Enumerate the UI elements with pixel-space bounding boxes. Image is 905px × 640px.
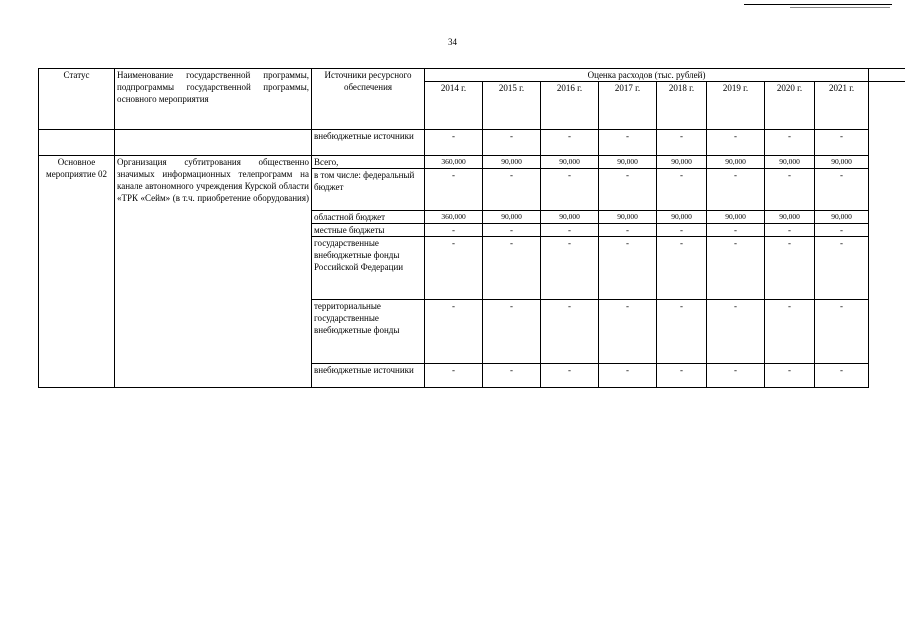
- value-cell: -: [425, 169, 483, 211]
- value-cell: -: [815, 300, 869, 364]
- blank-cell: [115, 130, 312, 156]
- value-cell: -: [765, 364, 815, 388]
- header-sources: Источники ресурсного обеспечения: [312, 69, 425, 130]
- source-cell: Всего,: [312, 156, 425, 169]
- value-cell: -: [599, 237, 657, 300]
- value-cell: -: [657, 364, 707, 388]
- value-cell: 90,000: [599, 156, 657, 169]
- value-cell: 360,000: [425, 156, 483, 169]
- value-cell: 90,000: [483, 211, 541, 224]
- value-cell: -: [541, 364, 599, 388]
- year-header: 2020 г.: [765, 82, 815, 130]
- value-cell: -: [765, 130, 815, 156]
- value-cell: -: [815, 237, 869, 300]
- value-cell: -: [425, 224, 483, 237]
- value-cell: -: [707, 300, 765, 364]
- value-cell: -: [815, 224, 869, 237]
- value-cell: -: [765, 300, 815, 364]
- item-name: Организация субтитрования общественно значимых информационных телепрограмм на канале автономного учреждения Курской области «ТРК «Сейм» (в т.ч. приобретение оборудования): [115, 156, 312, 388]
- value-cell: -: [815, 364, 869, 388]
- value-cell: -: [707, 224, 765, 237]
- value-cell: -: [765, 237, 815, 300]
- header-estimate: Оценка расходов (тыс. рублей): [425, 69, 869, 82]
- year-header: 2015 г.: [483, 82, 541, 130]
- value-cell: 90,000: [815, 156, 869, 169]
- value-cell: -: [483, 169, 541, 211]
- value-cell: 90,000: [765, 156, 815, 169]
- value-cell: 360,000: [425, 211, 483, 224]
- header-row-1: [39, 69, 905, 82]
- top-rule-secondary: [790, 7, 890, 8]
- value-cell: -: [541, 130, 599, 156]
- value-cell: 90,000: [657, 211, 707, 224]
- item-status: Основное мероприятие 02: [39, 156, 115, 388]
- expenses-table: [38, 68, 905, 388]
- value-cell: -: [815, 130, 869, 156]
- value-cell: 90,000: [483, 156, 541, 169]
- value-cell: -: [657, 300, 707, 364]
- value-cell: -: [657, 130, 707, 156]
- value-cell: -: [707, 364, 765, 388]
- value-cell: -: [483, 130, 541, 156]
- value-cell: 90,000: [815, 211, 869, 224]
- source-cell: внебюджетные источники: [312, 364, 425, 388]
- value-cell: -: [483, 237, 541, 300]
- value-cell: -: [425, 237, 483, 300]
- value-cell: 90,000: [541, 156, 599, 169]
- table-row: [39, 130, 905, 156]
- value-cell: -: [541, 300, 599, 364]
- value-cell: -: [483, 364, 541, 388]
- year-header: 2021 г.: [815, 82, 869, 130]
- source-cell: областной бюджет: [312, 211, 425, 224]
- year-header: 2014 г.: [425, 82, 483, 130]
- source-cell: местные бюджеты: [312, 224, 425, 237]
- source-cell: территориальные государственные внебюджетные фонды: [312, 300, 425, 364]
- value-cell: -: [599, 300, 657, 364]
- value-cell: 90,000: [765, 211, 815, 224]
- value-cell: -: [599, 364, 657, 388]
- top-rule: [744, 4, 892, 5]
- value-cell: -: [541, 169, 599, 211]
- value-cell: -: [541, 237, 599, 300]
- value-cell: -: [483, 224, 541, 237]
- year-header: 2019 г.: [707, 82, 765, 130]
- blank-cell: [39, 130, 115, 156]
- value-cell: -: [425, 364, 483, 388]
- value-cell: -: [599, 224, 657, 237]
- value-cell: 90,000: [541, 211, 599, 224]
- value-cell: -: [707, 169, 765, 211]
- table-row: [39, 156, 905, 169]
- value-cell: -: [599, 169, 657, 211]
- value-cell: -: [707, 237, 765, 300]
- source-cell: внебюджетные источники: [312, 130, 425, 156]
- value-cell: -: [425, 130, 483, 156]
- value-cell: -: [425, 300, 483, 364]
- value-cell: -: [657, 169, 707, 211]
- header-name: Наименование государственной программы, подпрограммы государственной программы, основного мероприятия: [115, 69, 312, 130]
- value-cell: -: [483, 300, 541, 364]
- value-cell: -: [657, 237, 707, 300]
- value-cell: -: [599, 130, 657, 156]
- source-cell: государственные внебюджетные фонды Российской Федерации: [312, 237, 425, 300]
- value-cell: -: [657, 224, 707, 237]
- value-cell: -: [765, 224, 815, 237]
- value-cell: -: [707, 130, 765, 156]
- year-header: 2016 г.: [541, 82, 599, 130]
- page-number: 34: [448, 37, 457, 47]
- year-header: 2018 г.: [657, 82, 707, 130]
- value-cell: -: [815, 169, 869, 211]
- source-cell: в том числе: федеральный бюджет: [312, 169, 425, 211]
- value-cell: 90,000: [599, 211, 657, 224]
- value-cell: 90,000: [707, 156, 765, 169]
- value-cell: -: [765, 169, 815, 211]
- header-status: Статус: [39, 69, 115, 130]
- value-cell: 90,000: [657, 156, 707, 169]
- year-header: 2017 г.: [599, 82, 657, 130]
- value-cell: -: [541, 224, 599, 237]
- header-blank: [869, 69, 905, 82]
- value-cell: 90,000: [707, 211, 765, 224]
